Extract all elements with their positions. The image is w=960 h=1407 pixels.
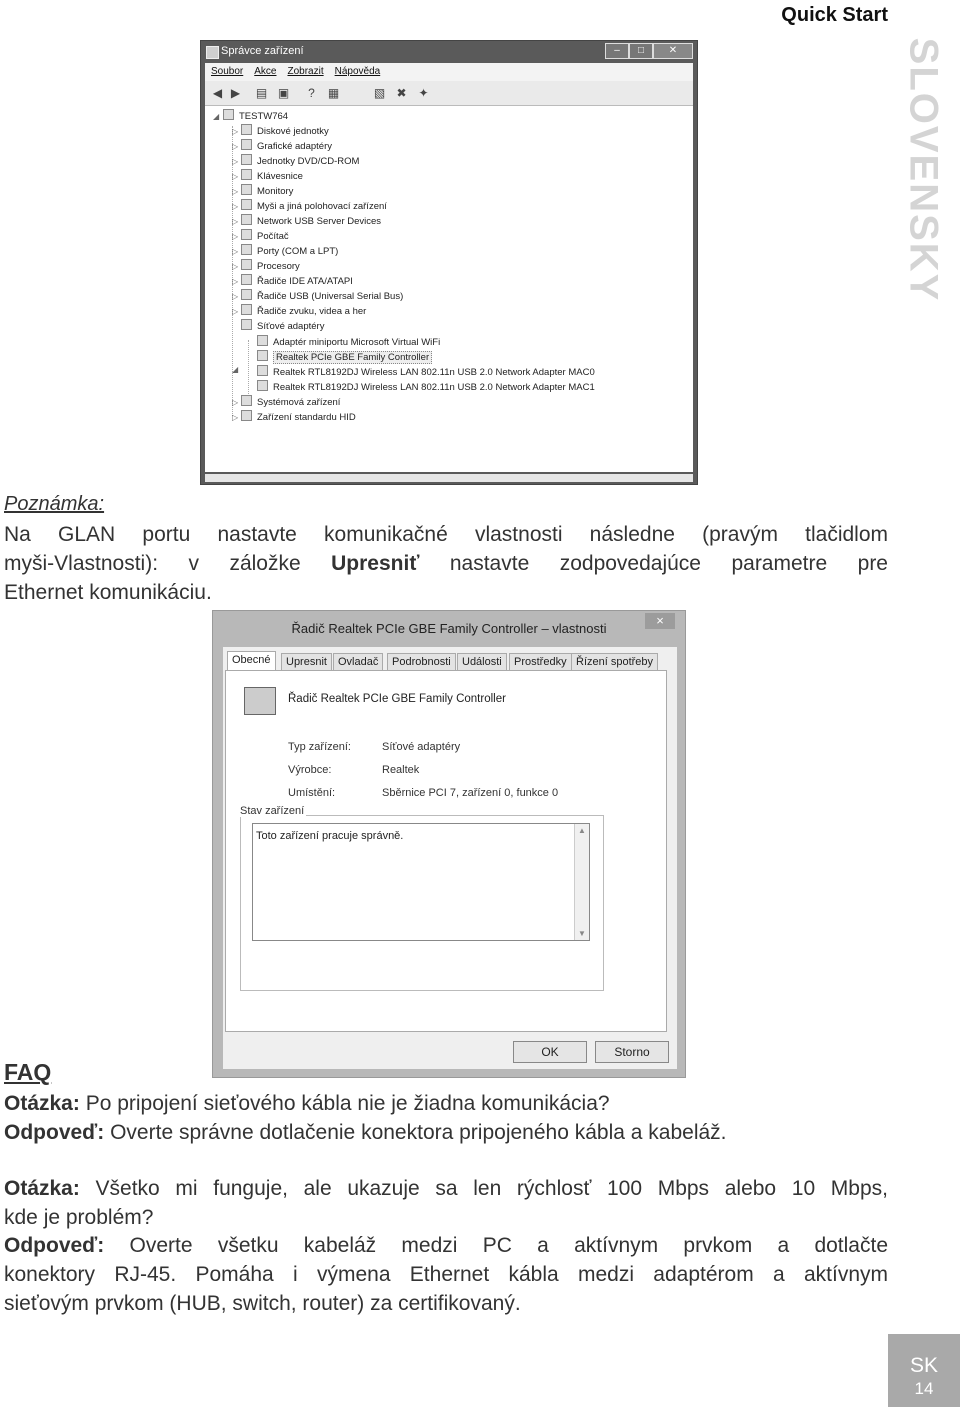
tree-category[interactable]: Zařízení standardu HID — [241, 410, 356, 424]
language-code: SK — [909, 1354, 938, 1377]
device-manager-window — [200, 40, 698, 485]
properties-dialog — [212, 610, 686, 1078]
dm-menubar — [205, 63, 693, 81]
device-category-icon — [241, 410, 252, 421]
tree-network-adapter[interactable]: Realtek RTL8192DJ Wireless LAN 802.11n USB 2.0 Network Adapter MAC0 — [257, 365, 595, 379]
device-category-icon — [241, 214, 252, 225]
tab-panel-obecne — [225, 670, 667, 1032]
menu-akce[interactable]: Akce — [254, 66, 277, 77]
faq-question-2-cont: kde je problém? — [4, 1206, 154, 1229]
note-line-3: Ethernet komunikáciu. — [4, 581, 212, 604]
tree-category[interactable]: Procesory — [241, 259, 300, 273]
device-category-icon — [241, 259, 252, 270]
dialog-close-button[interactable]: × — [645, 613, 675, 629]
minimize-button[interactable]: – — [605, 43, 629, 59]
device-category-icon — [241, 395, 252, 406]
tab-upresnit[interactable]: Upresnit — [281, 653, 332, 670]
view-icon[interactable]: ▦ — [327, 86, 340, 100]
tree-category[interactable]: Systémová zařízení — [241, 395, 340, 409]
status-scrollbar[interactable]: ▲ ▼ — [574, 824, 589, 940]
tree-category[interactable]: Jednotky DVD/CD-ROM — [241, 154, 359, 168]
note-line-2: myši-Vlastnosti): v záložke Upresniť nastavte zodpovedajúce parametre pre — [4, 552, 888, 575]
note-title: Poznámka: — [4, 493, 105, 515]
tree-category[interactable]: Diskové jednotky — [241, 124, 329, 138]
tree-network-adapter[interactable]: Realtek PCIe GBE Family Controller — [257, 350, 432, 364]
device-category-icon — [241, 289, 252, 300]
device-category-icon — [241, 319, 252, 330]
faq-answer-1: Odpoveď: Overte správne dotlačenie konektora pripojeného kábla a kabeláž. — [4, 1121, 727, 1144]
device-manager-icon — [206, 46, 219, 59]
network-adapter-icon — [257, 365, 268, 376]
language-side-tab — [900, 34, 946, 306]
field-label: Výrobce: — [288, 764, 332, 776]
tab-ovladac[interactable]: Ovladač — [333, 653, 383, 670]
menu-napoveda[interactable]: Nápověda — [334, 66, 381, 77]
forward-icon[interactable]: ▶ — [230, 86, 241, 100]
faq-answer-2-end: sieťovým prvkom (HUB, switch, router) za certifikovaný. — [4, 1292, 521, 1315]
menu-soubor[interactable]: Soubor — [211, 66, 244, 77]
tab-obecne[interactable]: Obecné — [227, 651, 276, 672]
upresnit-emphasis: Upresniť — [331, 552, 420, 575]
page-number-box — [888, 1334, 960, 1407]
faq-answer-2-cont: konektory RJ-45. Pomáha i výmena Ethernet kábla medzi adaptérom a aktívnym — [4, 1263, 888, 1286]
device-tree: ◢ TESTW764 Diskové jednotky ▷ Grafické adaptéry ▷ Jednotky DVD/CD-ROM ▷ Klávesnice ▷ Monitory ▷ Myši a jiná polohovací zařízení ▷ Network USB Server Devices ▷ Počítač ▷ Porty (COM a LPT) ▷ Procesory ▷ Řadiče IDE ATA/ATAPI ▷ Řadiče USB (Universal Serial Bus) ▷ Řadiče zvuku, videa a her ▷ Síťové adaptéry ◢ Adaptér miniportu Microsoft Virtual WiFi Realtek PCIe GBE Family Controller Realtek RTL8192DJ Wireless LAN 802.11n USB 2.0 Network Adapter MAC0 Realtek RTL8192DJ Wireless LAN 802.11n USB 2.0 Network Adapter MAC1 Systémová zařízení ▷ Zařízení standardu HID ▷ — [205, 106, 693, 472]
device-category-icon — [241, 184, 252, 195]
device-category-icon — [241, 274, 252, 285]
dialog-title: Řadič Realtek PCIe GBE Family Controller – vlastnosti — [291, 621, 607, 636]
tab-prostredky[interactable]: Prostředky — [509, 653, 572, 670]
network-adapter-icon — [257, 350, 268, 361]
tree-category[interactable]: Síťové adaptéry — [241, 319, 324, 333]
menu-zobrazit[interactable]: Zobrazit — [287, 66, 324, 77]
refresh-icon[interactable]: ▣ — [277, 86, 290, 100]
device-status-textbox[interactable] — [252, 823, 590, 941]
device-category-icon — [241, 244, 252, 255]
device-category-icon — [241, 139, 252, 150]
network-adapter-icon — [257, 335, 268, 346]
device-category-icon — [241, 169, 252, 180]
network-adapter-icon — [244, 687, 276, 715]
tree-category[interactable]: Řadiče USB (Universal Serial Bus) — [241, 289, 403, 303]
device-category-icon — [241, 154, 252, 165]
tree-category[interactable]: Grafické adaptéry — [241, 139, 332, 153]
cancel-button[interactable]: Storno — [595, 1041, 669, 1063]
field-label: Umístění: — [288, 787, 336, 799]
field-value: Síťové adaptéry — [382, 741, 461, 753]
tab-rizeni-spotreby[interactable]: Řízení spotřeby — [571, 653, 658, 670]
note-line-1: Na GLAN portu nastavte komunikačné vlastnosti následne (pravým tlačidlom — [4, 523, 888, 546]
field-value: Realtek — [382, 764, 420, 776]
tree-category[interactable]: Klávesnice — [241, 169, 303, 183]
page-number: 14 — [914, 1379, 934, 1398]
device-name: Řadič Realtek PCIe GBE Family Controller — [288, 693, 506, 705]
dm-titlebar — [201, 41, 697, 63]
ok-button[interactable]: OK — [513, 1041, 587, 1063]
properties-icon[interactable]: ▤ — [255, 86, 268, 100]
field-value: Sběrnice PCI 7, zařízení 0, funkce 0 — [382, 787, 559, 799]
scan-icon[interactable]: ✦ — [418, 86, 429, 100]
tree-root[interactable]: TESTW764 — [223, 109, 288, 123]
tree-network-adapter[interactable]: Realtek RTL8192DJ Wireless LAN 802.11n USB 2.0 Network Adapter MAC1 — [257, 380, 595, 394]
uninstall-icon[interactable]: ✖ — [396, 86, 407, 100]
faq-answer-2: Odpoveď: Overte všetku kabeláž medzi PC a aktívnym prvkom a dotlačte — [4, 1234, 888, 1257]
maximize-button[interactable]: □ — [629, 43, 653, 59]
device-category-icon — [241, 124, 252, 135]
update-driver-icon[interactable]: ▧ — [373, 86, 386, 100]
side-tab-label: SLOVENSKY — [901, 37, 946, 303]
tab-podrobnosti[interactable]: Podrobnosti — [387, 653, 456, 670]
network-adapter-icon — [257, 380, 268, 391]
faq-question-1: Otázka: Po pripojení sieťového kábla nie je žiadna komunikácia? — [4, 1092, 610, 1115]
tree-category[interactable]: Monitory — [241, 184, 293, 198]
device-status-text: Toto zařízení pracuje správně. — [256, 830, 404, 842]
device-category-icon — [241, 304, 252, 315]
field-label: Typ zařízení: — [288, 741, 351, 753]
back-icon[interactable]: ◀ — [212, 86, 223, 100]
close-button[interactable]: ✕ — [653, 43, 693, 59]
help-icon[interactable]: ? — [308, 86, 315, 100]
dm-statusbar — [205, 474, 693, 482]
computer-icon — [223, 109, 234, 120]
device-status-legend: Stav zařízení — [240, 805, 305, 817]
dm-toolbar — [205, 81, 693, 106]
tree-category[interactable]: Řadiče zvuku, videa a her — [241, 304, 366, 318]
tree-category[interactable]: Myši a jiná polohovací zařízení — [241, 199, 387, 213]
tab-udalosti[interactable]: Události — [457, 653, 507, 670]
faq-question-2: Otázka: Všetko mi funguje, ale ukazuje sa len rýchlosť 100 Mbps alebo 10 Mbps, — [4, 1177, 888, 1200]
tree-network-adapter[interactable]: Adaptér miniportu Microsoft Virtual WiFi — [257, 335, 440, 349]
dm-window-title: Správce zařízení — [221, 45, 304, 57]
tree-category[interactable]: Porty (COM a LPT) — [241, 244, 338, 258]
device-category-icon — [241, 199, 252, 210]
tree-category[interactable]: Řadiče IDE ATA/ATAPI — [241, 274, 353, 288]
tree-category[interactable]: Počítač — [241, 229, 289, 243]
tree-category[interactable]: Network USB Server Devices — [241, 214, 381, 228]
device-category-icon — [241, 229, 252, 240]
faq-title: FAQ — [4, 1059, 52, 1085]
header-title: Quick Start — [781, 4, 888, 26]
